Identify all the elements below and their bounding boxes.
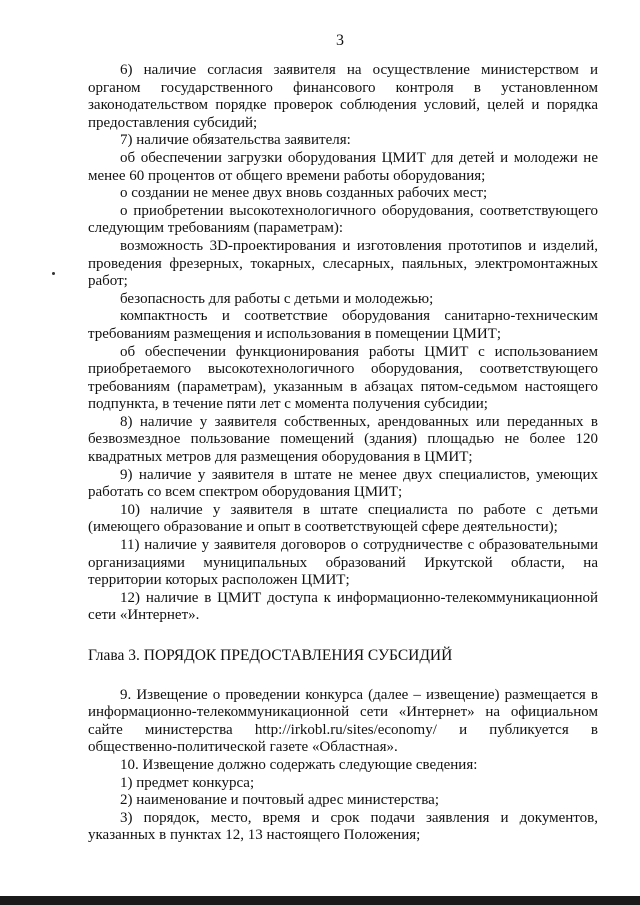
paragraph: 2) наименование и почтовый адрес министерства; — [120, 792, 439, 809]
paragraph: 9) наличие у заявителя в штате не менее двух специалистов, умеющих работать со всем спектром оборудования ЦМИТ; — [88, 466, 598, 501]
scan-speck — [52, 272, 55, 275]
paragraph: 3) порядок, место, время и срок подачи заявления и документов, указанных в пунктах 12, 13 настоящего Положения; — [88, 809, 598, 844]
paragraph: 10) наличие у заявителя в штате специалиста по работе с детьми (имеющего образование и опыт в соответствующей сфере деятельности); — [88, 501, 598, 536]
paragraph: 12) наличие в ЦМИТ доступа к информационно-телекоммуникационной сети «Интернет». — [88, 589, 598, 624]
paragraph: 1) предмет конкурса; — [120, 774, 255, 791]
paragraph: 11) наличие у заявителя договоров о сотрудничестве с образовательными организациями муниципальных образований Иркутской области, на территории которых расположен ЦМИТ; — [88, 537, 598, 589]
paragraph: об обеспечении загрузки оборудования ЦМИТ для детей и молодежи не менее 60 процентов от общего времени работы оборудования; — [88, 149, 598, 184]
paragraph: 7) наличие обязательства заявителя: — [120, 132, 351, 149]
scan-edge — [0, 896, 640, 905]
paragraph: об обеспечении функционирования работы ЦМИТ с использованием приобретаемого высокотехнологичного оборудования, соответствующего требованиям (параметрам), указанным в абзацах пятом-седьмом настоящего подпункта, в течение пяти лет с момента получения субсидии; — [88, 343, 598, 413]
page-number: 3 — [336, 32, 344, 49]
chapter-heading: Глава 3. ПОРЯДОК ПРЕДОСТАВЛЕНИЯ СУБСИДИЙ — [88, 647, 453, 664]
paragraph: 10. Извещение должно содержать следующие сведения: — [120, 756, 478, 773]
paragraph: о приобретении высокотехнологичного оборудования, соответствующего следующим требованиям (параметрам): — [88, 202, 598, 237]
paragraph: 6) наличие согласия заявителя на осуществление министерством и органом государственного финансового контроля в установленном законодательством порядке проверок соблюдения условий, целей и порядка предоставления субсидий; — [88, 62, 598, 131]
paragraph: безопасность для работы с детьми и молодежью; — [120, 290, 434, 307]
document-body — [88, 62, 598, 845]
paragraph: 9. Извещение о проведении конкурса (далее – извещение) размещается в информационно-телекоммуникационной сети «Интернет» на официальном сайте министерства http://irkobl.ru/sites/economy/ и публикуется в общественно-политической газете «Областная». — [88, 686, 598, 756]
paragraph: о создании не менее двух вновь созданных рабочих мест; — [120, 185, 488, 202]
paragraph: компактность и соответствие оборудования санитарно-техническим требованиям размещения и использования в помещении ЦМИТ; — [88, 308, 598, 342]
paragraph: 8) наличие у заявителя собственных, арендованных или переданных в безвозмездное пользование помещений (здания) площадью не более 120 квадратных метров для размещения оборудования в ЦМИТ; — [88, 413, 598, 466]
paragraph: возможность 3D-проектирования и изготовления прототипов и изделий, проведения фрезерных, токарных, слесарных, паяльных, электромонтажных работ; — [88, 237, 598, 290]
